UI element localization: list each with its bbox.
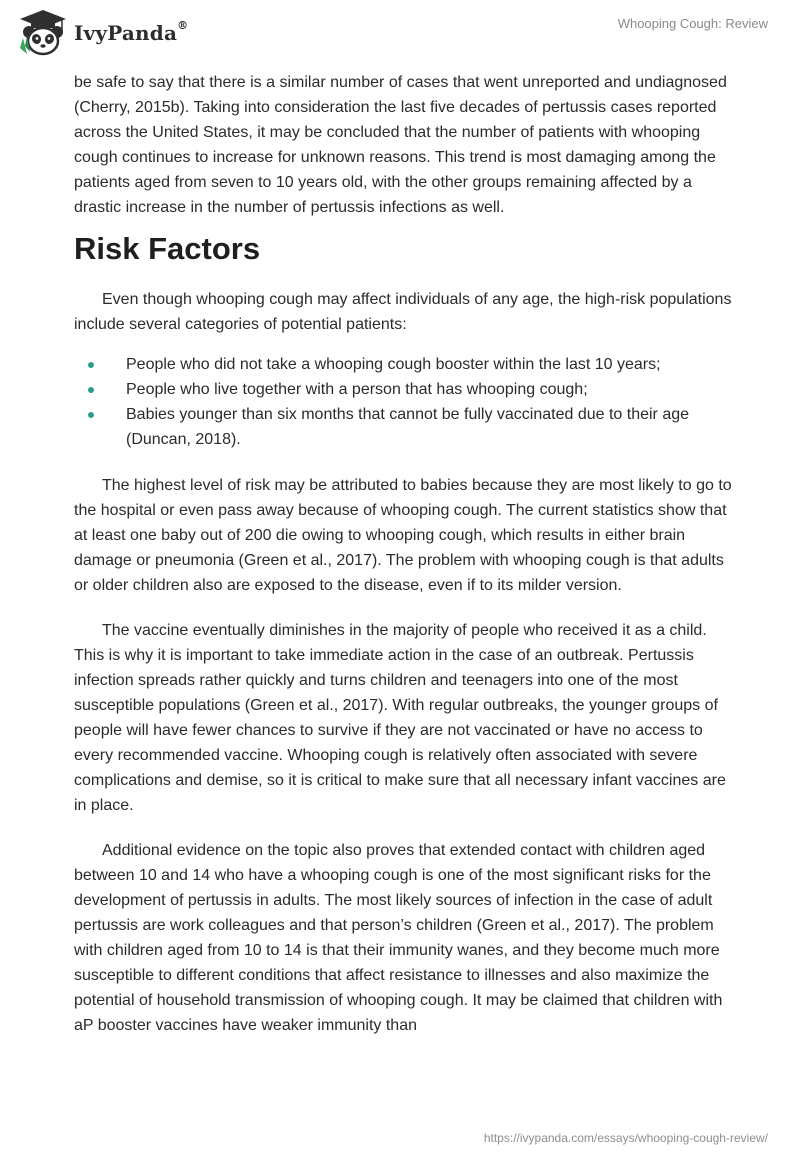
logo-wordmark: IvyPanda® [74,19,189,45]
list-item [74,402,734,452]
ivypanda-logo[interactable] [14,8,188,56]
body-paragraph: The highest level of risk may be attributed to babies because they are most likely to go to the hospital or even pass away because of whooping cough. The current statistics show that at least one baby out of 200 die owing to whooping cough, which results in either brain damage or pneumonia (Green et al., 2017). The problem with whooping cough is that adults or older children also are exposed to the disease, even if to its milder version. [74,477,732,594]
list-item-text: People who did not take a whooping cough booster within the last 10 years; [126,356,661,373]
bullet-icon [88,412,94,418]
bullet-icon [88,362,94,368]
list-item-text: Babies younger than six months that cannot be fully vaccinated due to their age (Duncan, 2018). [126,406,690,448]
document-title: Whooping Cough: Review [617,16,768,31]
risk-factors-list [74,352,734,452]
page-header [0,0,800,64]
section-heading: Risk Factors [74,231,261,266]
source-url-link[interactable]: https://ivypanda.com/essays/whooping-cough-review/ [483,1131,768,1145]
intro-paragraph: be safe to say that there is a similar number of cases that went unreported and undiagnosed (Cherry, 2015b). Taking into consideration the last five decades of pertussis cases reported across the United States, it may be concluded that the number of patients with whooping cough continues to increase for unknown reasons. This trend is most damaging among the patients aged from seven to 10 years old, with the other groups remaining affected by a drastic increase in the number of pertussis infections as well. [74,74,727,216]
essay-body [74,70,734,1058]
list-item [74,377,734,402]
body-paragraph: Additional evidence on the topic also proves that extended contact with children aged between 10 and 14 who have a whooping cough is one of the most significant risks for the development of pertussis in adults. The most likely sources of infection in the case of adult pertussis are work colleagues and that person’s children (Green et al., 2017). The problem with children aged from 10 to 14 is that their immunity wanes, and they become much more susceptible to different conditions that affect resistance to illnesses and also maximize the potential of household transmission of whooping cough. It may be claimed that children with aP booster vaccines have weaker immunity than [74,842,723,1034]
list-item-text: People who live together with a person that has whooping cough; [126,381,588,398]
bullet-icon [88,387,94,393]
body-paragraph: The vaccine eventually diminishes in the majority of people who received it as a child. This is why it is important to take immediate action in the case of an outbreak. Pertussis infection spreads rather quickly and turns children and teenagers into one of the most susceptible populations (Green et al., 2017). With regular outbreaks, the younger groups of people will have fewer chances to survive if they are not vaccinated or have no access to every recommended vaccine. Whooping cough is relatively often associated with severe complications and demise, so it is critical to make sure that all necessary infant vaccines are in place. [74,622,726,814]
panda-graduate-icon [14,8,72,56]
lead-paragraph: Even though whooping cough may affect individuals of any age, the high-risk populations include several categories of potential patients: [74,291,732,333]
list-item [74,352,734,377]
